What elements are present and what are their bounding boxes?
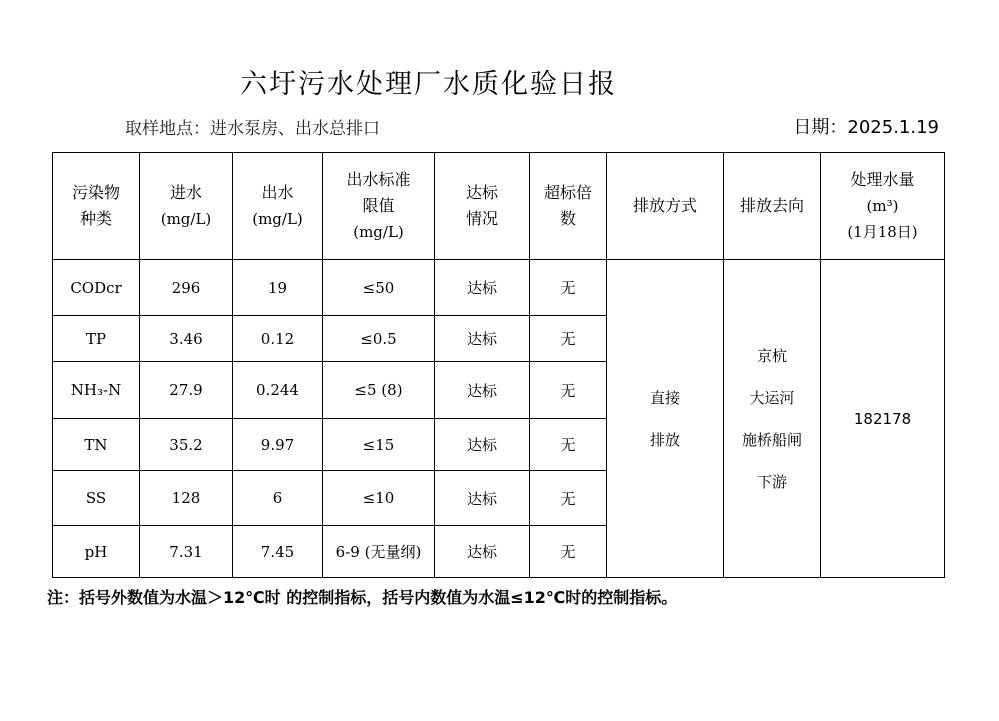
header-limit-line1: 出水标准 [346, 170, 411, 189]
header-exceed-line1: 超标倍 [543, 183, 592, 202]
header-pollutant-line1: 污染物 [71, 183, 120, 202]
cell-exceed: 无 [530, 526, 607, 578]
cell-pollutant: SS [53, 471, 140, 526]
cell-exceed: 无 [530, 419, 607, 471]
report-date: 日期：2025.1.19 [793, 117, 939, 138]
header-row [53, 153, 945, 260]
header-exceed-line2: 数 [559, 209, 576, 228]
discharge-destination-line3: 施桥船闸 [741, 430, 802, 449]
cell-outflow: 7.45 [233, 526, 323, 578]
header-volume-unit: (m³) [866, 197, 899, 215]
header-status-line2: 情况 [465, 209, 498, 228]
cell-outflow: 19 [233, 260, 323, 316]
cell-pollutant: pH [53, 526, 140, 578]
cell-status: 达标 [435, 471, 530, 526]
cell-status: 达标 [435, 316, 530, 362]
cell-exceed: 无 [530, 260, 607, 316]
header-limit-line2: 限值 [362, 196, 395, 215]
header-volume-line1: 处理水量 [850, 170, 915, 189]
cell-pollutant: TP [53, 316, 140, 362]
header-pollutant [53, 153, 140, 260]
cell-status: 达标 [435, 526, 530, 578]
cell-inflow: 27.9 [140, 362, 233, 419]
cell-outflow: 0.244 [233, 362, 323, 419]
header-volume-date: (1月18日) [847, 223, 918, 241]
cell-discharge-method [607, 260, 724, 578]
report-title: 六圩污水处理厂水质化验日报 [240, 69, 617, 100]
cell-pollutant: NH₃-N [53, 362, 140, 419]
cell-treated-volume: 182178 [821, 260, 945, 578]
cell-limit: ≤5 (8) [323, 362, 435, 419]
header-status-line1: 达标 [465, 183, 498, 202]
cell-outflow: 9.97 [233, 419, 323, 471]
discharge-destination-line2: 大运河 [749, 388, 795, 407]
header-status [435, 153, 530, 260]
cell-pollutant: CODcr [53, 260, 140, 316]
cell-pollutant: TN [53, 419, 140, 471]
cell-exceed: 无 [530, 471, 607, 526]
cell-exceed: 无 [530, 316, 607, 362]
cell-inflow: 296 [140, 260, 233, 316]
discharge-destination-line4: 下游 [756, 472, 787, 491]
cell-inflow: 3.46 [140, 316, 233, 362]
discharge-method-line2: 排放 [649, 430, 680, 449]
cell-inflow: 128 [140, 471, 233, 526]
cell-status: 达标 [435, 362, 530, 419]
cell-outflow: 0.12 [233, 316, 323, 362]
discharge-method-line1: 直接 [649, 388, 680, 407]
header-outflow-unit: (mg/L) [252, 210, 303, 228]
cell-limit: ≤15 [323, 419, 435, 471]
header-discharge-destination: 排放去向 [724, 153, 821, 260]
discharge-destination-line1: 京杭 [756, 346, 787, 365]
cell-limit: ≤50 [323, 260, 435, 316]
header-limit [323, 153, 435, 260]
cell-limit: ≤0.5 [323, 316, 435, 362]
header-volume [821, 153, 945, 260]
header-exceed [530, 153, 607, 260]
header-inflow [140, 153, 233, 260]
cell-limit: 6-9 (无量纲) [323, 526, 435, 578]
header-pollutant-line2: 种类 [79, 209, 112, 228]
cell-inflow: 35.2 [140, 419, 233, 471]
cell-outflow: 6 [233, 471, 323, 526]
table-row [53, 260, 945, 316]
cell-discharge-destination [724, 260, 821, 578]
cell-limit: ≤10 [323, 471, 435, 526]
cell-exceed: 无 [530, 362, 607, 419]
cell-status: 达标 [435, 260, 530, 316]
header-outflow [233, 153, 323, 260]
cell-inflow: 7.31 [140, 526, 233, 578]
footnote: 注：括号外数值为水温＞12℃时 的控制指标，括号内数值为水温≤12℃时的控制指标。 [47, 588, 678, 607]
header-inflow-unit: (mg/L) [160, 210, 212, 228]
header-outflow-line1: 出水 [261, 183, 294, 202]
cell-status: 达标 [435, 419, 530, 471]
header-limit-unit: (mg/L) [353, 223, 404, 241]
water-quality-table [52, 152, 945, 578]
header-inflow-line1: 进水 [169, 183, 202, 202]
sampling-location: 取样地点：进水泵房、出水总排口 [125, 119, 380, 139]
header-discharge-method: 排放方式 [607, 153, 724, 260]
